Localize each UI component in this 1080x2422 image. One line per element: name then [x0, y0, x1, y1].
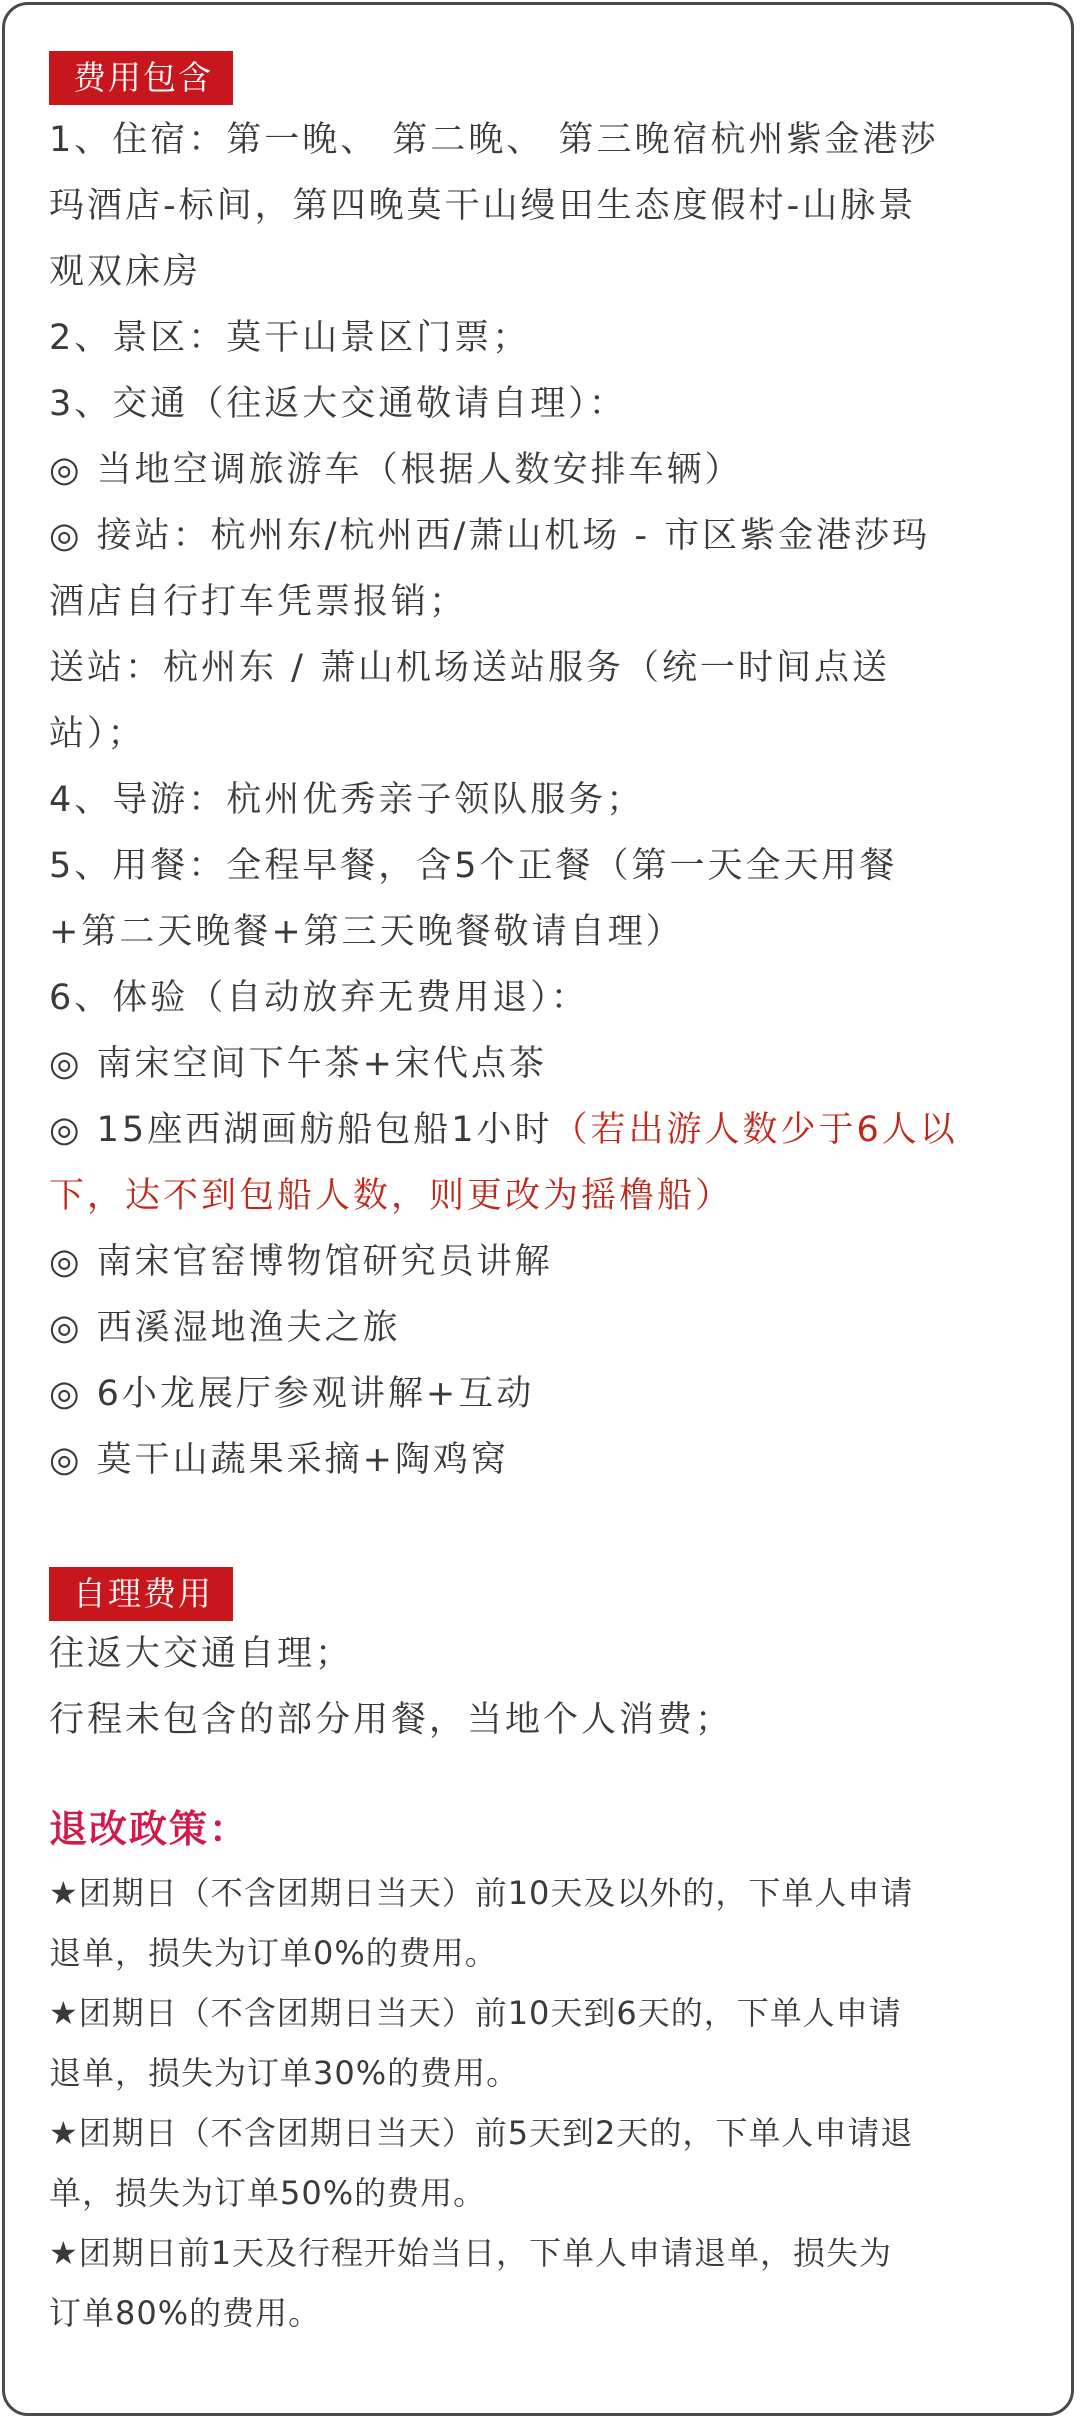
included-line: 玛酒店-标间，第四晚莫干山缦田生态度假村-山脉景	[49, 186, 917, 226]
included-line: ◎ 南宋空间下午茶+宋代点茶	[49, 1044, 547, 1084]
policy-line: 退单，损失为订单30%的费用。	[49, 2054, 520, 2092]
self-paid-list	[49, 1621, 733, 1753]
boat-line-text: ◎ 15座西湖画舫船包船1小时	[49, 1110, 553, 1150]
included-line: 4、导游：杭州优秀亲子领队服务；	[49, 780, 645, 820]
refund-policy-section	[49, 1799, 913, 2343]
included-line: ◎ 西溪湿地渔夫之旅	[49, 1308, 401, 1348]
included-line: 站）；	[49, 714, 146, 754]
self-paid-section	[49, 1567, 733, 1753]
self-paid-tag: 自理费用	[49, 1567, 233, 1621]
included-line: 2、景区：莫干山景区门票；	[49, 318, 531, 358]
included-line: +第二天晚餐+第三天晚餐敬请自理）	[49, 912, 684, 952]
info-card	[2, 2, 1074, 2416]
included-tag: 费用包含	[49, 51, 233, 105]
included-line: 观双床房	[49, 252, 202, 292]
boat-line-warning-continued: 下，达不到包船人数，则更改为摇橹船）	[49, 1176, 734, 1216]
policy-line: 退单，损失为订单0%的费用。	[49, 1934, 498, 1972]
included-line: ◎ 接站：杭州东/杭州西/萧山机场 - 市区紫金港莎玛	[49, 516, 931, 556]
boat-line	[49, 1097, 958, 1163]
policy-line: ★团期日前1天及行程开始当日，下单人申请退单，损失为	[49, 2234, 893, 2272]
policy-line: 单，损失为订单50%的费用。	[49, 2174, 487, 2212]
policy-title: 退改政策：	[49, 1807, 250, 1851]
policy-list	[49, 1863, 913, 2343]
included-line: ◎ 莫干山蔬果采摘+陶鸡窝	[49, 1440, 509, 1480]
included-line: 5、用餐：全程早餐，含5个正餐（第一天全天用餐	[49, 846, 898, 886]
included-section	[49, 51, 958, 1493]
boat-line-warning: （若出游人数少于6人以	[552, 1110, 958, 1150]
policy-line: ★团期日（不含团期日当天）前10天及以外的，下单人申请	[49, 1874, 914, 1912]
self-paid-line: 往返大交通自理；	[49, 1634, 354, 1674]
included-line: ◎ 南宋官窑博物馆研究员讲解	[49, 1242, 553, 1282]
included-line: 3、交通（往返大交通敬请自理）：	[49, 384, 627, 424]
policy-line: ★团期日（不含团期日当天）前10天到6天的，下单人申请	[49, 1994, 902, 2032]
included-list	[49, 107, 958, 1493]
included-line: ◎ 当地空调旅游车（根据人数安排车辆）	[49, 450, 743, 490]
policy-line: ★团期日（不含团期日当天）前5天到2天的，下单人申请退	[49, 2114, 914, 2152]
included-line: ◎ 6小龙展厅参观讲解+互动	[49, 1374, 535, 1414]
policy-line: 订单80%的费用。	[49, 2294, 322, 2332]
included-line: 送站：杭州东 / 萧山机场送站服务（统一时间点送	[49, 648, 891, 688]
included-line: 6、体验（自动放弃无费用退）：	[49, 978, 589, 1018]
self-paid-line: 行程未包含的部分用餐，当地个人消费；	[49, 1700, 734, 1740]
included-line: 酒店自行打车凭票报销；	[49, 582, 468, 622]
included-line: 1、住宿：第一晚、 第二晚、 第三晚宿杭州紫金港莎	[49, 120, 939, 160]
